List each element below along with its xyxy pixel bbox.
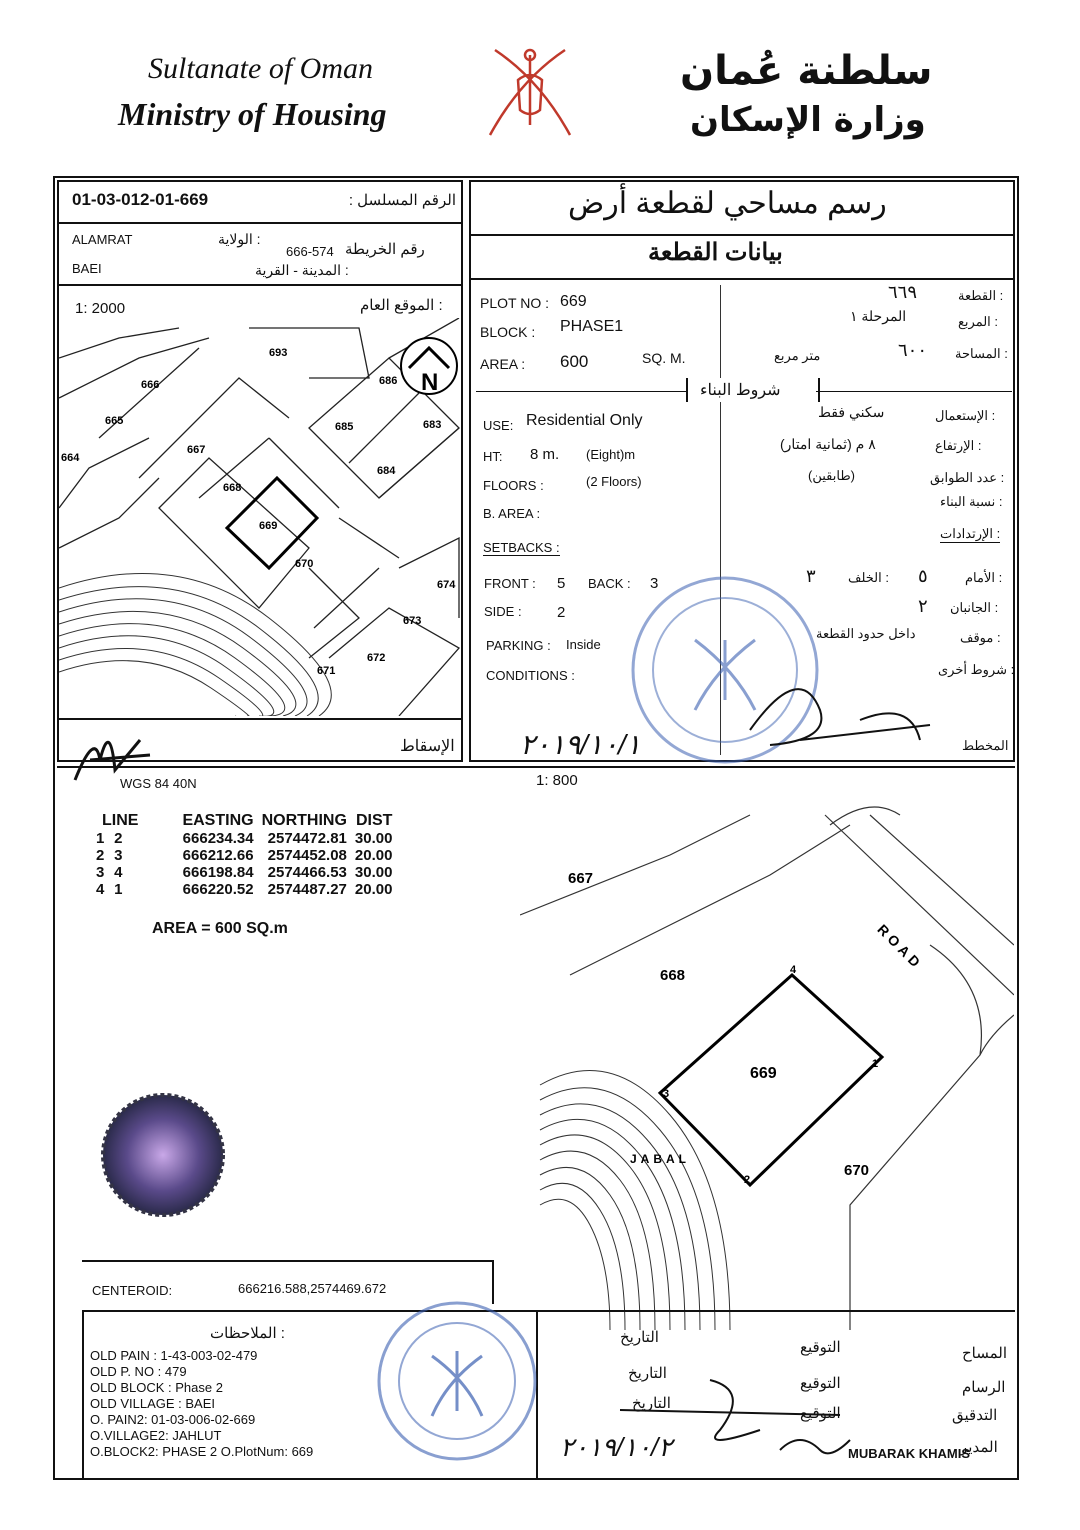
- ar-block-value: المرحلة ١: [850, 308, 907, 324]
- area-label: AREA :: [480, 356, 526, 372]
- plan-plot-label: 669: [750, 1065, 777, 1082]
- sig-label: التوقيع: [800, 1339, 841, 1356]
- document-title: رسم مساحي لقطعة أرض: [568, 187, 887, 220]
- wilayat-value: ALAMRAT: [72, 232, 133, 247]
- sig-label: التوقيع: [800, 1405, 841, 1422]
- ar-parking-value: داخل حدود القطعة: [816, 626, 916, 641]
- side-label: SIDE :: [484, 604, 522, 619]
- village-value: BAEI: [72, 261, 102, 276]
- corner-label: 3: [663, 1088, 670, 1100]
- col-easting: EASTING: [182, 812, 254, 829]
- map-plot-label: 669: [259, 520, 278, 532]
- planner-label: المخطط :: [962, 738, 1016, 753]
- block-label: BLOCK :: [480, 324, 536, 340]
- header-ar-line2: وزارة الإسكان: [690, 100, 926, 140]
- notes-list: [90, 1348, 313, 1460]
- role-surveyor: المساح: [962, 1345, 1008, 1362]
- ar-ht-value: ٨ م (ثمانية امتار): [780, 436, 876, 452]
- area-value: 600: [560, 352, 589, 371]
- director-date: ٢٠١٩/١٠/٢: [560, 1432, 673, 1462]
- datum-label: WGS 84 40N: [120, 776, 197, 791]
- map-number: 666-574: [286, 244, 334, 259]
- plan-plot-label: 670: [844, 1162, 870, 1179]
- lower-divider: [57, 766, 1015, 768]
- map-plot-label: 666: [141, 379, 160, 391]
- map-plot-label: 668: [223, 482, 242, 494]
- header-ar-line1: سلطنة عُمان: [680, 48, 933, 94]
- ar-use-value: سكني فقط: [818, 404, 885, 420]
- map-plot-label: 670: [295, 558, 314, 570]
- back-value: 3: [650, 575, 659, 592]
- ar-use-label: الإستعمال :: [935, 408, 996, 423]
- plan-scale: 1: 800: [536, 772, 578, 789]
- date-label: التاريخ: [632, 1395, 671, 1412]
- location-scale: 1: 2000: [75, 300, 126, 317]
- col-northing: NORTHING: [261, 812, 347, 829]
- ar-area-value: ٦٠٠: [898, 340, 928, 360]
- setbacks-label: SETBACKS :: [483, 540, 560, 555]
- jabal-label: JABAL: [630, 1152, 691, 1166]
- wilayat-label: الولاية :: [218, 231, 261, 247]
- ht-label: HT:: [483, 449, 503, 464]
- floors-value: (2 Floors): [586, 474, 642, 489]
- serial-label: الرقم المسلسل :: [348, 192, 456, 209]
- corner-label: 4: [790, 964, 797, 976]
- serial-number: 01-03-012-01-669: [72, 190, 209, 209]
- ar-ht-label: الإرتفاع :: [935, 438, 982, 453]
- ministry-stamp-footer: [372, 1296, 542, 1466]
- back-label: BACK :: [588, 576, 631, 591]
- header-en-line2: Ministry of Housing: [118, 96, 387, 132]
- note-line: O.VILLAGE2: JAHLUT: [90, 1428, 222, 1443]
- location-label: الموقع العام :: [360, 297, 443, 314]
- plot-data-title: بيانات القطعة: [648, 239, 783, 266]
- ar-conditions-label: شروط أخرى :: [938, 662, 1015, 677]
- table-row: 4 1 666220.52 2574487.27 20.00: [96, 881, 393, 898]
- ar-block-label: المربع :: [958, 314, 999, 329]
- parking-label: PARKING :: [486, 638, 551, 653]
- ar-plot-value: ٦٦٩: [888, 282, 918, 302]
- ar-side-value: ٢: [918, 596, 928, 616]
- ar-parking-label: موقف :: [960, 630, 1001, 645]
- front-label: FRONT :: [484, 576, 536, 591]
- ar-side-label: الجانبان :: [950, 600, 999, 615]
- divider: [469, 278, 1015, 280]
- table-row: 3 4 666198.84 2574466.53 30.00: [96, 864, 393, 881]
- divider: [57, 222, 463, 224]
- footer-divider: [82, 1310, 1015, 1312]
- road-label: ROAD: [874, 921, 927, 973]
- role-checker: التدقيق: [952, 1407, 998, 1424]
- use-label: USE:: [483, 418, 514, 433]
- parking-value: Inside: [566, 637, 601, 652]
- ar-floors-value: (طابقين): [808, 468, 856, 483]
- ar-front-value: ٥: [918, 566, 928, 586]
- map-plot-label: 684: [377, 465, 396, 477]
- ar-building-area-label: نسبة البناء :: [940, 494, 1003, 509]
- planner-signature: [740, 670, 940, 760]
- building-area-label: B. AREA :: [483, 506, 541, 521]
- ar-floors-label: عدد الطوابق :: [930, 470, 1005, 485]
- sig-label: التوقيع: [800, 1375, 841, 1392]
- block-value: PHASE1: [560, 318, 624, 335]
- ar-area-unit: متر مربع: [774, 348, 821, 363]
- map-plot-label: 686: [379, 375, 398, 387]
- divider: [57, 284, 463, 286]
- director-name: MUBARAK KHAMIS: [848, 1446, 971, 1461]
- date-label: التاريخ: [620, 1329, 659, 1346]
- map-plot-label: 673: [403, 615, 422, 627]
- note-line: OLD P. NO : 479: [90, 1364, 187, 1379]
- ar-plot-label: القطعة :: [958, 288, 1004, 303]
- ar-setbacks-label: الإرتدادات :: [940, 526, 1001, 541]
- map-plot-label: 667: [187, 444, 206, 456]
- centroid-value: 666216.588,2574469.672: [238, 1281, 387, 1296]
- parcel-plan: [520, 795, 1014, 1330]
- village-label: المدينة - القرية :: [255, 262, 349, 278]
- map-plot-label: 685: [335, 421, 354, 433]
- map-plot-label: 664: [61, 452, 80, 464]
- ar-area-label: المساحة :: [955, 346, 1008, 361]
- note-line: O.BLOCK2: PHASE 2 O.PlotNum: 669: [90, 1444, 314, 1459]
- map-plot-label: 693: [269, 347, 288, 359]
- conditions-header: شروط البناء: [700, 382, 781, 399]
- table-row: 1 2 666234.34 2574472.81 30.00: [96, 830, 393, 847]
- ar-back-value: ٣: [806, 566, 816, 586]
- area-total: AREA = 600 SQ.m: [152, 920, 288, 937]
- plot-label: PLOT NO :: [480, 295, 549, 311]
- front-value: 5: [557, 575, 566, 592]
- note-line: OLD VILLAGE : BAEI: [90, 1396, 215, 1411]
- header-en-line1: Sultanate of Oman: [148, 52, 373, 85]
- table-row: 2 3 666212.66 2574452.08 20.00: [96, 847, 393, 864]
- plan-plot-label: 667: [568, 870, 594, 887]
- location-map: [59, 318, 461, 716]
- footer-left-border: [82, 1310, 84, 1478]
- conditions-label: CONDITIONS :: [486, 668, 575, 683]
- centroid-label: CENTEROID:: [92, 1283, 173, 1298]
- plan-plot-label: 668: [660, 967, 686, 984]
- use-value: Residential Only: [526, 412, 643, 429]
- map-plot-label: 671: [317, 665, 336, 677]
- side-value: 2: [557, 604, 566, 621]
- svg-text:N: N: [421, 369, 439, 396]
- note-line: O. PAIN2: 01-03-006-02-669: [90, 1412, 256, 1427]
- ar-back-label: الخلف :: [848, 570, 889, 585]
- col-line: LINE: [102, 812, 139, 829]
- area-unit: SQ. M.: [642, 350, 686, 366]
- map-plot-label: 683: [423, 419, 442, 431]
- role-drafter: الرسام: [962, 1379, 1006, 1396]
- map-plot-label: 674: [437, 579, 456, 591]
- floors-label: FLOORS :: [483, 478, 544, 493]
- ar-front-label: الأمام :: [965, 570, 1003, 585]
- handwritten-date: ٢٠١٩/١٠/١: [520, 729, 641, 760]
- ht-words: (Eight)m: [586, 447, 636, 462]
- corner-label: 2: [744, 1174, 751, 1186]
- coordinates-table: [92, 812, 396, 898]
- note-line: OLD PAIN : 1-43-003-02-479: [90, 1348, 258, 1363]
- divider: [476, 391, 686, 392]
- divider: [469, 234, 1015, 236]
- ht-value: 8 m.: [530, 446, 560, 463]
- plot-value: 669: [560, 293, 587, 310]
- footer-signatures: [600, 1370, 860, 1470]
- col-dist: DIST: [356, 812, 393, 829]
- date-label: التاريخ: [628, 1365, 667, 1382]
- divider: [816, 391, 1012, 392]
- corner-label: 1: [872, 1058, 879, 1070]
- map-number-label: رقم الخريطة: [345, 241, 425, 258]
- map-plot-label: 665: [105, 415, 124, 427]
- hologram-seal: [98, 1090, 228, 1220]
- projection-label: الإسقاط: [400, 738, 455, 755]
- role-director: المدير: [960, 1439, 998, 1456]
- map-plot-label: 672: [367, 652, 386, 664]
- oman-emblem: [480, 40, 580, 145]
- notes-label: الملاحظات :: [210, 1325, 285, 1342]
- note-line: OLD BLOCK : Phase 2: [90, 1380, 223, 1395]
